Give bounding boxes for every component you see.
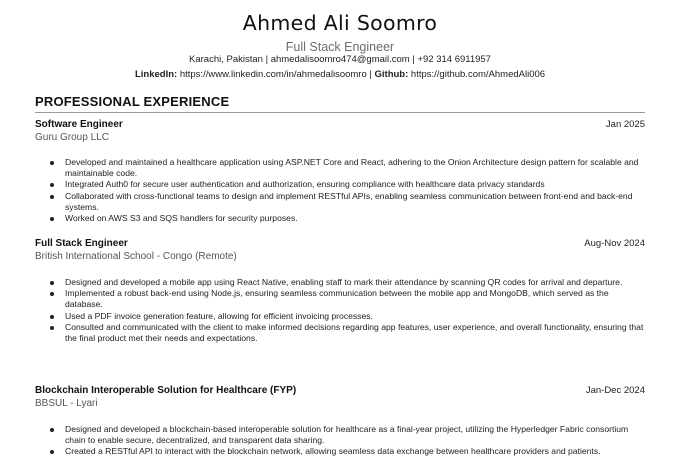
job-date: Aug-Nov 2024 [584, 238, 645, 249]
bullet-item: Developed and maintained a healthcare application using ASP.NET Core and React, adhering to the Onion Architecture design pattern for scalable and maintainable code. [35, 157, 645, 179]
section-divider [35, 112, 645, 113]
contact-line: Karachi, Pakistan | ahmedalisoomro474@gmail.com | +92 314 6911957 [189, 54, 491, 65]
linkedin-link[interactable]: https://www.linkedin.com/in/ahmedalisoomro [179, 69, 367, 80]
job-organization: Guru Group LLC [35, 132, 109, 143]
section-title: PROFESSIONAL EXPERIENCE [35, 94, 230, 109]
job-organization: British International School - Congo (Remote) [35, 251, 237, 262]
links-separator: | [369, 69, 372, 80]
github-link[interactable]: https://github.com/AhmedAli006 [410, 69, 546, 80]
github-label: Github: [374, 69, 409, 80]
job-bullets [35, 157, 645, 224]
job-title: Software Engineer [35, 119, 123, 130]
job-bullets [35, 424, 645, 458]
candidate-name: Ahmed Ali Soomro [242, 11, 438, 35]
bullet-item: Consulted and communicated with the client to make informed decisions regarding app features, user experience, and overall functionality, ensuring that the final product met their needs and expectations. [35, 322, 645, 344]
job-title: Full Stack Engineer [35, 238, 128, 249]
bullet-item: Integrated Auth0 for secure user authentication and authorization, ensuring compliance with healthcare data privacy standards [35, 179, 645, 190]
job-organization: BBSUL - Lyari [35, 398, 98, 409]
bullet-item: Designed and developed a mobile app using React Native, enabling staff to mark their attendance by scanning QR codes for arrival and departure. [35, 277, 645, 288]
bullet-item: Used a PDF invoice generation feature, allowing for efficient invoicing processes. [35, 311, 645, 322]
job-title: Blockchain Interoperable Solution for Healthcare (FYP) [35, 385, 297, 396]
job-date: Jan-Dec 2024 [585, 385, 645, 396]
bullet-item: Created a RESTful API to interact with the blockchain network, allowing seamless data exchange between healthcare providers and patients. [35, 446, 645, 457]
bullet-item: Collaborated with cross-functional teams to design and implement RESTful APIs, enabling seamless communication between front-end and back-end systems. [35, 191, 645, 213]
links-line [0, 69, 680, 80]
job-bullets [35, 277, 645, 344]
bullet-item: Worked on AWS S3 and SQS handlers for security purposes. [35, 213, 645, 224]
job-date: Jan 2025 [605, 119, 645, 130]
linkedin-label: LinkedIn: [134, 69, 178, 80]
bullet-item: Designed and developed a blockchain-based interoperable solution for healthcare as a final-year project, utilizing the Hyperledger Fabric consortium chain to enable secure, decentralized, and transparent data sharing. [35, 424, 645, 446]
bullet-item: Implemented a robust back-end using Node.js, ensuring seamless communication between the mobile app and MongoDB, which served as the database. [35, 288, 645, 310]
candidate-role: Full Stack Engineer [285, 40, 395, 54]
